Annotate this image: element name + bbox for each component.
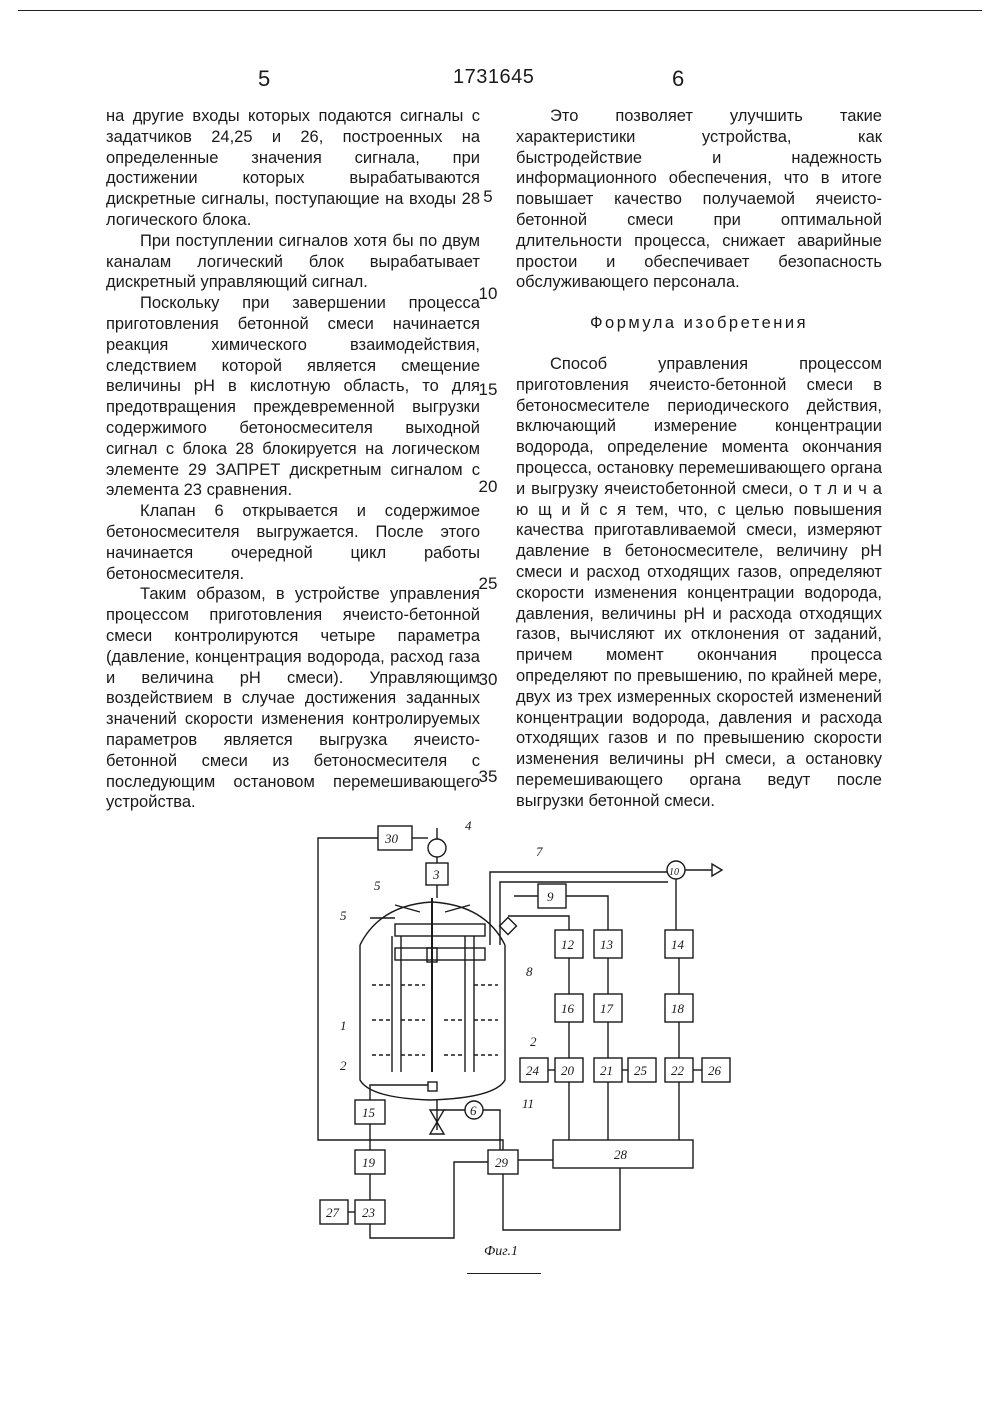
- label-28: 28: [614, 1147, 627, 1162]
- label-24: 24: [526, 1063, 539, 1078]
- claim-text-after: тем, что, с целью повышения качества приготавливаемой смеси, измеряют давление в бетоносмесителе, величину pH смеси и расход отходящих газов, определяют скорости изменения концентрации водорода, давления, величины pH и расхода отходящих газов, вычисляют их отклонения от заданий, причем момент окончания процесса определяют по превышению, по крайней мере, двух из трех измеренных скоростей изменений концентрации водорода, давления и расхода отходящих газов и по превышению скорости изменения величины pH смеси, а остановку перемешивающего органа ведут после выгрузки бетонной смеси.: [516, 500, 882, 810]
- claim-paragraph: [516, 354, 882, 812]
- claims-heading: Формула изобретения: [589, 314, 809, 333]
- claim-text-before: Способ управления процессом приготовления ячеисто-бетонной смеси в бетоносмесителе периодического действия, включающий измерение концентрации водорода, определение момента окончания процесса, остановку перемешивающего органа и выгрузку ячеистобетонной смеси, о т л и ч а ю щ и й с я: [516, 354, 882, 519]
- label-20: 20: [561, 1063, 574, 1078]
- label-30: 30: [385, 831, 398, 846]
- label-7: 7: [536, 844, 543, 859]
- label-14: 14: [671, 937, 684, 952]
- label-2-left: 2: [340, 1058, 347, 1073]
- line-number-35: 35: [478, 767, 498, 786]
- control-blocks: [320, 826, 730, 1224]
- left-paragraph-3: Поскольку при завершении процесса приготовления бетонной смеси начинается реакция химического взаимодействия, следствием которой является смещение величины pH в кислотную область, то для предотвращения преждевременной выгрузки содержимого бетоносмесителя выходной сигнал с блока 28 блокируется на логическом элементе 29 ЗАПРЕТ дискретным сигналом с элемента 23 сравнения.: [106, 294, 480, 500]
- label-15: 15: [362, 1105, 375, 1120]
- page-number-left: 5: [258, 66, 271, 91]
- line-number-30: 30: [478, 670, 498, 689]
- signal-lines: [318, 838, 702, 1238]
- left-paragraph-1: на другие входы которых подаются сигналы с задатчиков 24,25 и 26, построенных на определенные значения сигнала, при достижении которых вырабатываются дискретные сигналы, поступающие на входы 28 логического блока.: [106, 107, 480, 229]
- label-8: 8: [526, 964, 533, 979]
- line-number-25: 25: [478, 574, 498, 593]
- label-1: 1: [340, 1018, 347, 1033]
- label-22: 22: [671, 1063, 684, 1078]
- label-6: 6: [470, 1103, 477, 1118]
- label-2-right: 2: [530, 1034, 537, 1049]
- mixer-vessel: [360, 898, 516, 1100]
- label-16: 16: [561, 1001, 574, 1016]
- page-number-right: 6: [672, 66, 685, 91]
- line-number-20: 20: [478, 477, 498, 496]
- label-21: 21: [600, 1063, 613, 1078]
- figure-caption: Фиг.1: [484, 1244, 519, 1259]
- label-25: 25: [634, 1063, 647, 1078]
- left-paragraph-5: Таким образом, в устройстве управления процессом приготовления ячеисто-бетонной смеси контролируются четыре параметра (давление, концентрация водорода, расход газа и величина pH смеси). Управляющим воздействием в случае достижения заданных значений скорости изменения контролируемых параметров является выгрузка ячеисто-бетонной смеси из бетоносмесителя с последующим остановом перемешивающего устройства.: [106, 585, 480, 812]
- line-number-5: 5: [483, 187, 493, 206]
- left-paragraph-4: Клапан 6 открывается и содержимое бетоносмесителя выгружается. После этого начинается очередной цикл работы бетоносмесителя.: [106, 502, 480, 583]
- label-5-upper: 5: [374, 878, 381, 893]
- label-19: 19: [362, 1155, 375, 1170]
- left-paragraph-2: При поступлении сигналов хотя бы по двум каналам логический блок вырабатывает дискретный управляющий сигнал.: [106, 231, 480, 292]
- figure-labels: [326, 818, 722, 1259]
- line-number-10: 10: [478, 284, 498, 303]
- label-27: 27: [326, 1205, 339, 1220]
- label-9: 9: [547, 889, 554, 904]
- label-26: 26: [708, 1063, 721, 1078]
- label-29: 29: [495, 1155, 508, 1170]
- patent-number: 1731645: [453, 66, 535, 88]
- right-intro-paragraph: Это позволяет улучшить такие характеристики устройства, как быстродействие и надежность информационного обеспечения, что в итоге повышает качество получаемой ячеисто-бетонной смеси при оптимальной длительности процесса, снижает аварийные простои и обеспечивает безопасность обслуживающего персонала.: [516, 107, 882, 292]
- left-text-column: [106, 106, 480, 813]
- label-5-lower: 5: [340, 908, 347, 923]
- label-3: 3: [433, 867, 440, 882]
- label-17: 17: [600, 1001, 613, 1016]
- line-number-15: 15: [478, 380, 498, 399]
- label-11: 11: [522, 1096, 535, 1111]
- label-10: 10: [669, 867, 679, 878]
- label-18: 18: [671, 1001, 684, 1016]
- label-13: 13: [600, 937, 613, 952]
- label-4: 4: [465, 818, 472, 833]
- right-text-column: [516, 106, 882, 812]
- top-border-line: [18, 10, 982, 11]
- footer-rule: [467, 1273, 541, 1274]
- figure-1-diagram: [300, 810, 760, 1320]
- label-12: 12: [561, 937, 574, 952]
- label-23: 23: [362, 1205, 375, 1220]
